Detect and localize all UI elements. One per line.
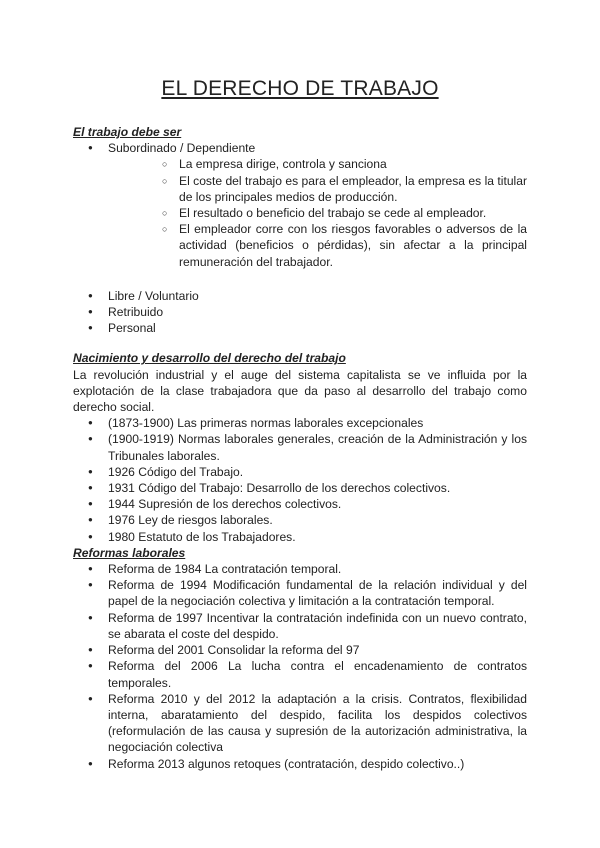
section-paragraph: La revolución industrial y el auge del sistema capitalista se ve influida por la explotación de la clase trabajadora que da paso al desarrollo del trabajo como derecho social. bbox=[73, 367, 527, 415]
list-item: ● Retribuido bbox=[73, 304, 527, 320]
list-item: ● Personal bbox=[73, 320, 527, 336]
list-item: ● 1931 Código del Trabajo: Desarrollo de los derechos colectivos. bbox=[73, 480, 527, 496]
list-item: ● Reforma del 2001 Consolidar la reforma del 97 bbox=[73, 642, 527, 658]
list-item: ● 1926 Código del Trabajo. bbox=[73, 464, 527, 480]
list-item: ● Reforma de 1984 La contratación temporal. bbox=[73, 561, 527, 577]
list-item: ● 1976 Ley de riesgos laborales. bbox=[73, 512, 527, 528]
list-item: ● (1900-1919) Normas laborales generales, creación de la Administración y los Tribunales laborales. bbox=[73, 431, 527, 463]
history-list bbox=[73, 415, 527, 545]
document-body bbox=[73, 124, 527, 772]
sub-list bbox=[108, 156, 527, 269]
list-item: ● Subordinado / Dependiente ○ La empresa dirige, controla y sanciona ○ El coste del trabajo es para el empleador, la empresa es la titular de los principales medios de producción. ○ El resultado o beneficio del trabajo se cede al empleador. ○ El empleador corre con los riesgos favorables o adversos de la actividad (beneficios o pérdidas), sin afectar a la principal remuneración del trabajador. bbox=[73, 140, 527, 270]
list-item: ● Reforma del 2006 La lucha contra el encadenamiento de contratos temporales. bbox=[73, 658, 527, 690]
sub-list-item: ○ El empleador corre con los riesgos favorables o adversos de la actividad (beneficios o pérdidas), sin afectar a la principal remuneración del trabajador. bbox=[108, 221, 527, 270]
sub-list-item: ○ El resultado o beneficio del trabajo se cede al empleador. bbox=[108, 205, 527, 221]
list-item: ● Reforma de 1997 Incentivar la contratación indefinida con un nuevo contrato, se abarata el coste del despido. bbox=[73, 610, 527, 642]
list-item: ● Libre / Voluntario bbox=[73, 288, 527, 304]
characteristics-list-continued bbox=[73, 288, 527, 337]
list-item: ● Reforma de 1994 Modificación fundamental de la relación individual y del papel de la negociación colectiva y limitación a la contratación temporal. bbox=[73, 577, 527, 609]
sub-list-item: ○ El coste del trabajo es para el empleador, la empresa es la titular de los principales medios de producción. bbox=[108, 173, 527, 205]
spacer bbox=[73, 270, 527, 288]
list-item: ● (1873-1900) Las primeras normas laborales excepcionales bbox=[73, 415, 527, 431]
list-item: ● 1980 Estatuto de los Trabajadores. bbox=[73, 529, 527, 545]
section-heading-trabajo: El trabajo debe ser bbox=[73, 125, 182, 139]
reforms-list bbox=[73, 561, 527, 772]
list-item: ● 1944 Supresión de los derechos colectivos. bbox=[73, 496, 527, 512]
characteristics-list bbox=[73, 140, 527, 270]
section-heading-reformas: Reformas laborales bbox=[73, 545, 186, 560]
page-title: EL DERECHO DE TRABAJO bbox=[161, 77, 439, 100]
sub-list-item: ○ La empresa dirige, controla y sanciona bbox=[108, 156, 527, 172]
section-heading-nacimiento: Nacimiento y desarrollo del derecho del trabajo bbox=[73, 351, 346, 366]
list-item: ● Reforma 2013 algunos retoques (contratación, despido colectivo..) bbox=[73, 756, 527, 772]
spacer bbox=[73, 336, 527, 350]
list-item: ● Reforma 2010 y del 2012 la adaptación a la crisis. Contratos, flexibilidad interna, abaratamiento del despido, facilita los despidos colectivos (reformulación de las causa y supresión de la autorización administrativa, la negociación colectiva bbox=[73, 691, 527, 756]
